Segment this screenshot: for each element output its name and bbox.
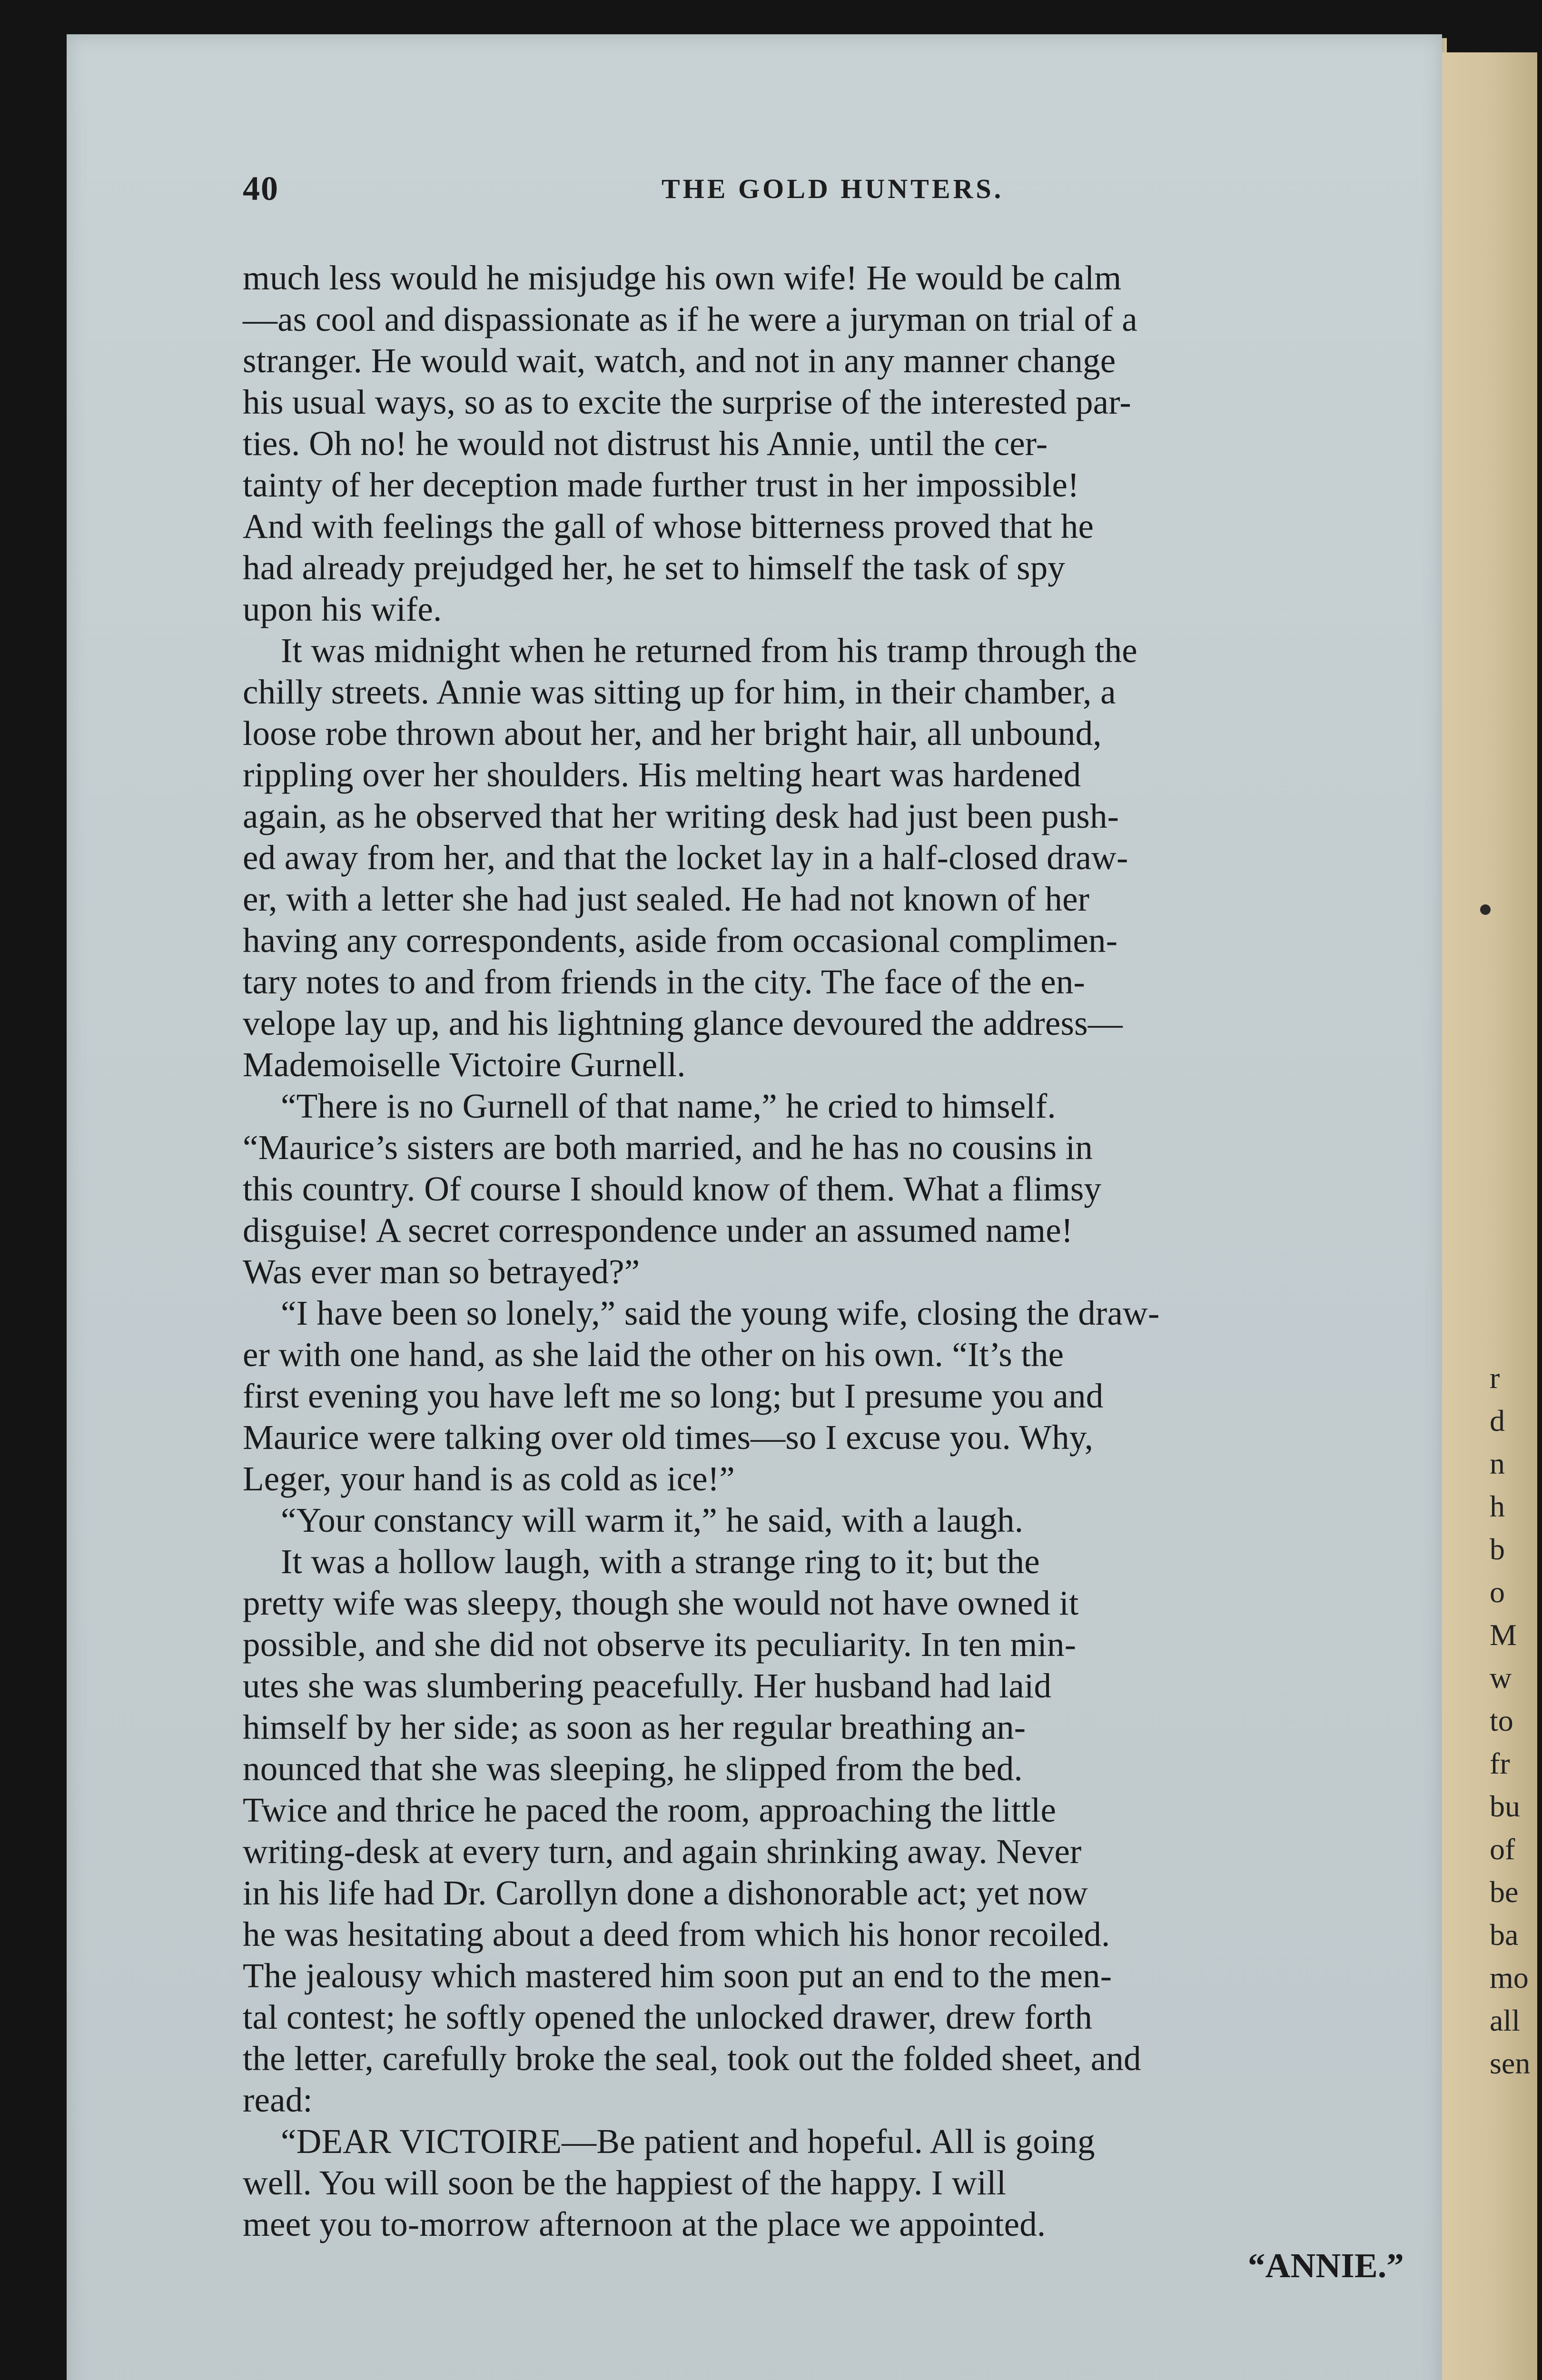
text-line: Twice and thrice he paced the room, approaching the little: [243, 1791, 1057, 1829]
fragment: fr: [1490, 1746, 1510, 1780]
fragment: M: [1490, 1618, 1517, 1652]
text-line: tainty of her deception made further trust in her impossible!: [243, 466, 1079, 504]
text-line: read:: [243, 2081, 313, 2119]
text-line: nounced that she was sleeping, he slipped from the bed.: [243, 1749, 1023, 1788]
fragment: d: [1490, 1404, 1505, 1438]
text-line: velope lay up, and his lightning glance devoured the address—: [243, 1004, 1123, 1042]
fragment: b: [1490, 1532, 1505, 1566]
text-line: “Maurice’s sisters are both married, and he has no cousins in: [243, 1128, 1093, 1167]
text-line: loose robe thrown about her, and her bright hair, all unbound,: [243, 714, 1102, 753]
text-line: er, with a letter she had just sealed. He had not known of her: [243, 880, 1090, 918]
text-line: It was midnight when he returned from his tramp through the: [281, 631, 1137, 670]
letter-line: well. You will soon be the happiest of the happy. I will: [243, 2163, 1007, 2202]
letter-line: meet you to-morrow afternoon at the place we appointed.: [243, 2205, 1046, 2243]
text-line: possible, and she did not observe its peculiarity. In ten min-: [243, 1625, 1077, 1664]
text-line: rippling over her shoulders. His melting heart was hardened: [243, 755, 1081, 794]
text-line: “There is no Gurnell of that name,” he cried to himself.: [281, 1087, 1056, 1125]
text-line: It was a hollow laugh, with a strange ring to it; but the: [281, 1542, 1040, 1581]
fragment: all: [1490, 2003, 1520, 2037]
fragment: to: [1490, 1704, 1513, 1737]
text-line: writing-desk at every turn, and again shrinking away. Never: [243, 1832, 1082, 1871]
text-line: Was ever man so betrayed?”: [243, 1252, 640, 1291]
fragment: ba: [1490, 1918, 1519, 1952]
page-header: [243, 169, 1442, 212]
fragment: be: [1490, 1875, 1519, 1909]
text-line: ed away from her, and that the locket lay in a half-closed draw-: [243, 838, 1128, 877]
text-line: utes she was slumbering peacefully. Her husband had laid: [243, 1666, 1052, 1705]
text-line: ties. Oh no! he would not distrust his Annie, until the cer-: [243, 424, 1048, 463]
text-line: chilly streets. Annie was sitting up for him, in their chamber, a: [243, 673, 1116, 711]
text-line: Leger, your hand is as cold as ice!”: [243, 1459, 735, 1498]
letter-line: “DEAR VICTOIRE—Be patient and hopeful. All is going: [281, 2122, 1095, 2161]
page-number: 40: [243, 169, 279, 208]
ink-mark: [1480, 904, 1491, 915]
fragment: h: [1490, 1489, 1505, 1523]
letter-signature: “ANNIE.”: [1247, 2246, 1404, 2285]
text-line: stranger. He would wait, watch, and not in any manner change: [243, 341, 1116, 380]
text-line: —as cool and dispassionate as if he were a juryman on trial of a: [243, 300, 1137, 338]
text-line: Maurice were talking over old times—so I excuse you. Why,: [243, 1418, 1094, 1457]
adjacent-page-fragments: [1490, 1357, 1537, 2085]
text-line: his usual ways, so as to excite the surprise of the interested par-: [243, 383, 1131, 421]
body-text: [243, 257, 1437, 2286]
text-line: much less would he misjudge his own wife! He would be calm: [243, 258, 1122, 297]
fragment: w: [1490, 1661, 1512, 1695]
text-line: in his life had Dr. Carollyn done a dishonorable act; yet now: [243, 1874, 1088, 1912]
running-title: THE GOLD HUNTERS.: [662, 173, 1004, 204]
text-line: again, as he observed that her writing desk had just been push-: [243, 797, 1119, 835]
text-line: Mademoiselle Victoire Gurnell.: [243, 1045, 686, 1084]
text-line: pretty wife was sleepy, though she would not have owned it: [243, 1584, 1079, 1622]
fragment: bu: [1490, 1789, 1520, 1823]
fragment: n: [1490, 1447, 1505, 1480]
text-line: having any correspondents, aside from occasional complimen-: [243, 921, 1118, 960]
fragment: sen: [1490, 2046, 1531, 2080]
text-line: had already prejudged her, he set to himself the task of spy: [243, 548, 1066, 587]
fragment: r: [1490, 1361, 1500, 1395]
text-line: upon his wife.: [243, 590, 442, 628]
text-line: tary notes to and from friends in the city. The face of the en-: [243, 962, 1086, 1001]
text-line: the letter, carefully broke the seal, took out the folded sheet, and: [243, 2039, 1141, 2078]
text-line: The jealousy which mastered him soon put an end to the men-: [243, 1956, 1112, 1995]
text-line: “I have been so lonely,” said the young wife, closing the draw-: [281, 1294, 1160, 1332]
text-line: er with one hand, as she laid the other on his own. “It’s the: [243, 1335, 1064, 1374]
text-line: “Your constancy will warm it,” he said, with a laugh.: [281, 1501, 1024, 1539]
text-line: And with feelings the gall of whose bitterness proved that he: [243, 507, 1094, 545]
text-line: this country. Of course I should know of them. What a flimsy: [243, 1170, 1102, 1208]
fragment: mo: [1490, 1961, 1529, 1994]
fragment: o: [1490, 1575, 1505, 1609]
text-line: he was hesitating about a deed from which his honor recoiled.: [243, 1915, 1110, 1954]
text-line: first evening you have left me so long; but I presume you and: [243, 1377, 1104, 1415]
fragment: of: [1490, 1832, 1515, 1866]
text-line: tal contest; he softly opened the unlocked drawer, drew forth: [243, 1998, 1093, 2036]
text-line: himself by her side; as soon as her regular breathing an-: [243, 1708, 1026, 1746]
text-line: disguise! A secret correspondence under an assumed name!: [243, 1211, 1073, 1250]
